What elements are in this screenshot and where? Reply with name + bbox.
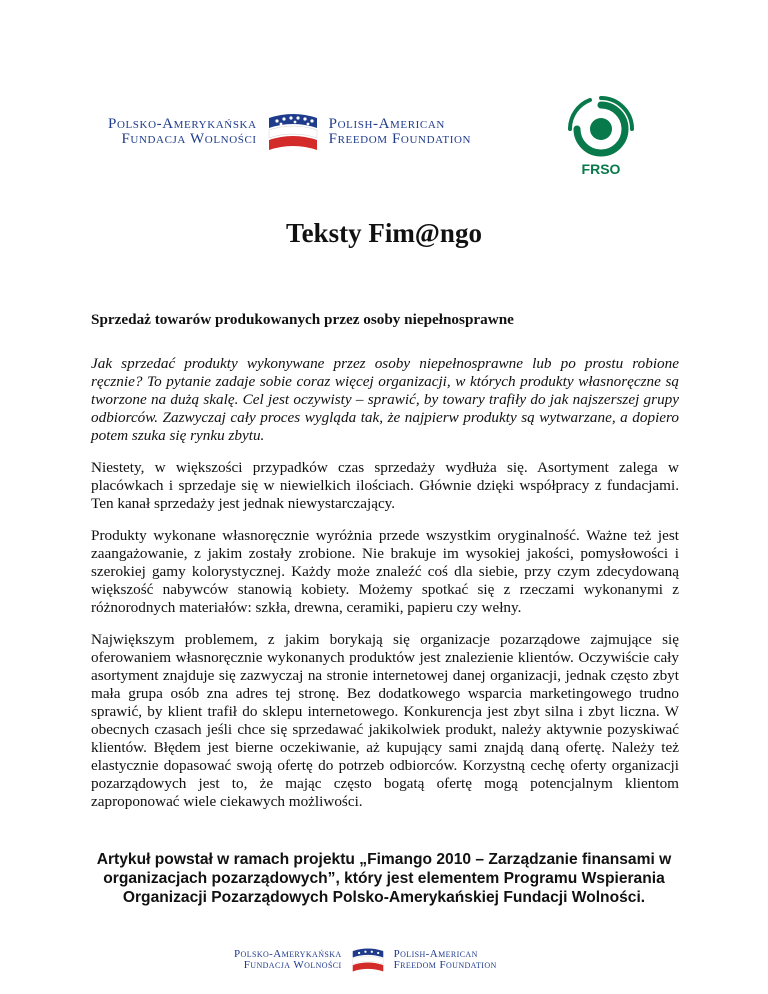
pafw-name-polish: Polsko-Amerykańska Fundacja Wolności <box>108 116 257 147</box>
article-subtitle: Sprzedaż towarów produkowanych przez osoby niepełnosprawne <box>91 311 514 328</box>
footer-line: Artykuł powstał w ramach projektu „Fimango 2010 – Zarządzanie finansami w <box>96 851 672 868</box>
flag-emblem-icon <box>265 110 321 154</box>
article-body <box>91 311 679 825</box>
frso-swirl-icon <box>560 96 642 160</box>
flag-emblem-icon <box>350 946 386 974</box>
document-title: Teksty Fim@ngo <box>286 218 482 248</box>
footer-line: Organizacji Pozarządowych Polsko-Amerykańskiej Fundacji Wolności. <box>122 889 646 906</box>
footer-line: organizacjach pozarządowych”, który jest elementem Programu Wspierania <box>103 870 665 887</box>
article-lead: Jak sprzedać produkty wykonywane przez osoby niepełnosprawne lub po prostu robione ręcznie? To pytanie zadaje sobie coraz więcej organizacji, w których produkty własnoręczne są tworzone na dużą skalę. Cel jest oczywisty – sprawić, by towary trafiły do jak najszerszej grupy odbiorców. Zazwyczaj cały proces wygląda tak, że najpierw produkty są wytwarzane, a dopiero potem szuka się rynku zbytu. <box>91 355 679 444</box>
pafw-logo <box>108 110 471 154</box>
frso-logo <box>560 96 642 177</box>
frso-label: FRSO <box>581 161 621 177</box>
article-paragraph-1: Niestety, w większości przypadków czas sprzedaży wydłuża się. Asortyment zalega w placówkach i sprzedaje się w niewielkich ilościach. Głównie dzięki współpracy z fundacjami. Ten kanał sprzedaży jest jednak niewystarczający. <box>91 459 679 512</box>
pafw-name-polish: Polsko-Amerykańska Fundacja Wolności <box>234 948 342 971</box>
article-paragraph-3: Największym problemem, z jakim borykają się organizacje pozarządowe zajmujące się oferowaniem własnoręcznie wykonanych produktów jest znalezienie klientów. Oczywiście cały asortyment znajduje się zazwyczaj na stronie internetowej danej organizacji, jednak często zbyt mała grupa osób zna adres tej stronę. Bez dodatkowego wsparcia marketingowego trudno sprawić, by klient trafił do sklepu internetowego. Konkurencja jest zbyt silna i zbyt liczna. W obecnych czasach jeśli chce się sprzedawać jakikolwiek produkt, należy aktywnie pozyskiwać klientów. Błędem jest bierne oczekiwanie, aż kupujący sami znajdą daną ofertę. Należy też elastycznie dopasować swoją ofertę do potrzeb odbiorców. Korzystną cechę oferty organizacji pozarządowych jest to, że mając często bogatą ofertę mogą potencjalnym klientom zaproponować wiele ciekawych możliwości. <box>91 631 679 810</box>
pafw-logo-footer <box>234 946 497 974</box>
pafw-name-english: Polish-American Freedom Foundation <box>328 116 472 147</box>
pafw-name-english: Polish-American Freedom Foundation <box>393 948 497 971</box>
footer-note <box>70 850 698 907</box>
article-paragraph-2: Produkty wykonane własnoręcznie wyróżnia przede wszystkim oryginalność. Ważne też jest zaangażowanie, z jakim zostały zrobione. Nie brakuje im wysokiej jakości, pomysłowości i szerokiej gamy kolorystycznej. Każdy może znaleźć coś dla siebie, przy czym zdecydowaną większość nabywców stanowią kobiety. Możemy spotkać się z rzeczami wykonanymi z różnorodnych materiałów: szkła, drewna, ceramiki, papieru czy wełny. <box>91 527 679 616</box>
